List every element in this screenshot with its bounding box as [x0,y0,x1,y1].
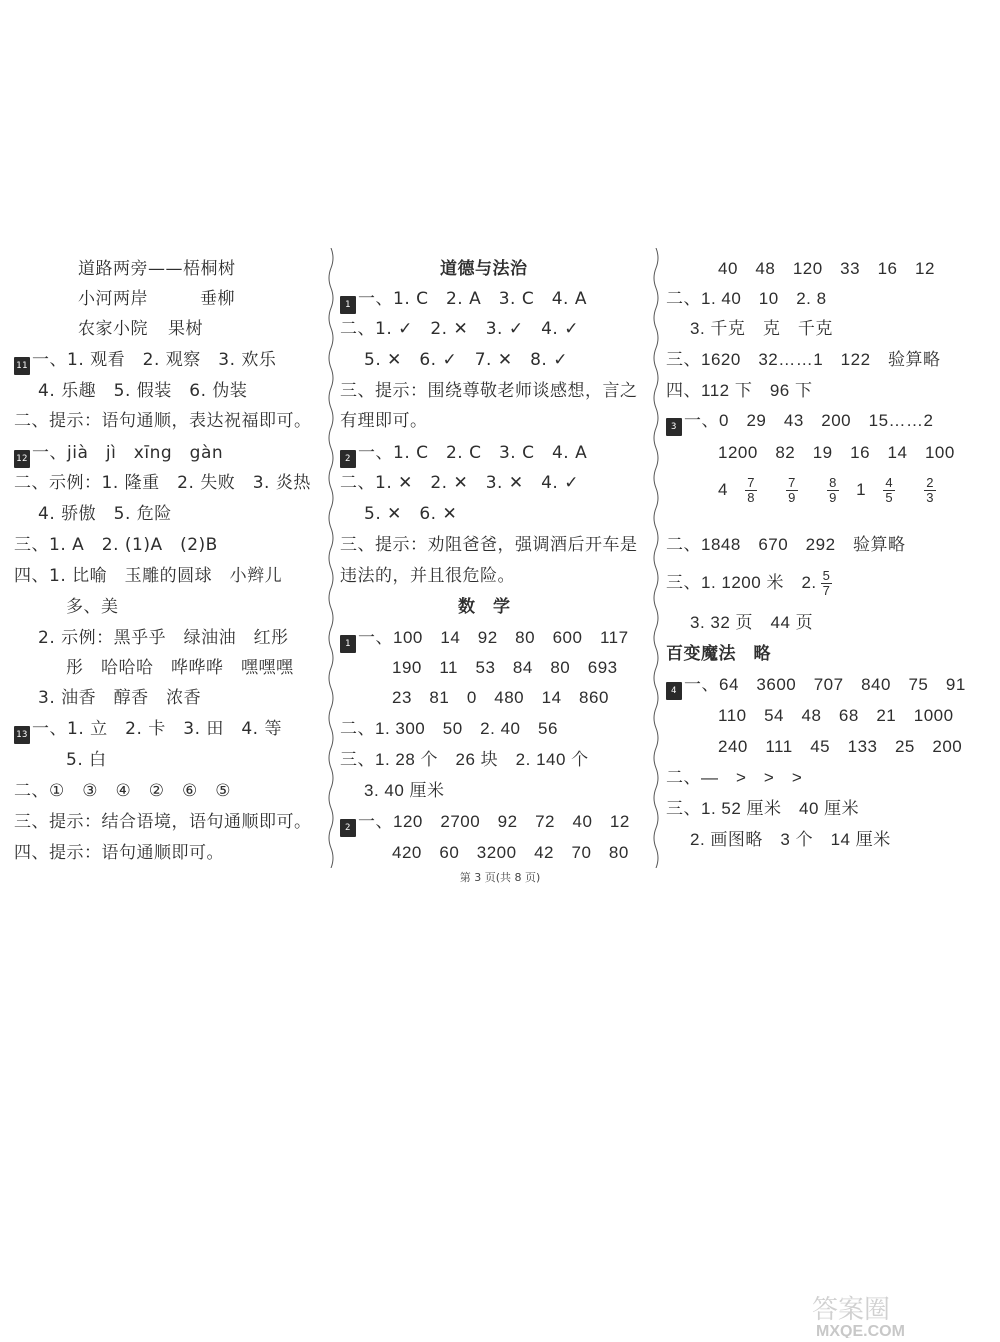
answer-line [78,318,203,340]
answer-line [392,687,609,709]
text: 三、1620 32……1 122 验算略 [666,350,941,369]
denominator: 5 [885,490,894,506]
text: 二、提示：语句通顺，表达祝福即可。 [14,411,312,431]
text: 二、① ③ ④ ② ⑥ ⑤ [14,781,231,801]
text: 一、1. C 2. C 3. C 4. A [358,443,588,463]
answer-line [66,749,107,771]
answer-line [340,718,558,740]
text: 一、1. 观看 2. 观察 3. 欢乐 [32,350,277,370]
text: 3. 千克 克 千克 [690,319,833,338]
column-divider [326,248,336,868]
answer-line [340,811,630,837]
text: 3. 40 厘米 [364,781,445,800]
answer-line [14,442,223,468]
text: 190 11 53 84 80 693 [392,658,618,677]
answer-line [14,349,276,375]
answer-line [718,736,962,758]
text: 110 54 48 68 21 1000 [718,706,954,725]
text: 5. ✕ 6. ✓ 7. ✕ 8. ✓ [364,350,568,370]
answer-line [392,657,618,679]
answer-line [666,798,859,820]
answer-line [666,349,941,371]
text: 420 60 3200 42 70 80 [392,843,629,862]
answer-line [340,565,515,587]
text: 二、— > > > [666,768,803,787]
text: 三、1. 1200 米 2. [666,573,817,592]
answer-line [666,767,802,789]
text: 三、1. A 2. (1)A (2)B [14,535,218,555]
answer-line [14,534,218,556]
text: 5. 白 [66,750,107,770]
answer-line [14,842,224,864]
answer-line [38,687,201,709]
lesson-number-badge: 4 [666,682,682,700]
column-morality-and-math [340,250,648,865]
lesson-number-badge: 1 [340,296,356,314]
text: 二、1. 40 10 2. 8 [666,289,827,308]
answer-line [78,258,236,280]
answer-line [14,780,231,802]
lesson-number-badge: 11 [14,357,30,375]
column-divider [651,248,661,868]
text: 3. 32 页 44 页 [690,613,814,632]
text: 4 [718,480,728,499]
answer-line [38,503,172,525]
fraction [883,476,895,505]
text: 4. 骄傲 5. 危险 [38,504,172,524]
text: 四、1. 比喻 玉雕的圆球 小辫儿 [14,566,283,586]
answer-line [690,829,891,851]
text: 二、1848 670 292 验算略 [666,535,906,554]
text: 3. 油香 醇香 浓香 [38,688,202,708]
text: 三、提示：结合语境，语句通顺即可。 [14,812,312,832]
answer-line [718,705,954,727]
page-number: 第 3 页(共 8 页) [459,871,541,884]
column-chinese [14,250,324,865]
text: 有理即可。 [340,411,428,431]
answer-line [718,442,955,464]
text: 二、1. 300 50 2. 40 56 [340,719,558,738]
text: 一、1. C 2. A 3. C 4. A [358,289,587,309]
text: 40 48 120 33 16 12 [718,259,935,278]
text: 一、jià jì xīng gàn [32,443,224,463]
section-heading: 数 学 [458,597,511,617]
answer-line [392,842,629,864]
lesson-number-badge: 2 [340,450,356,468]
answer-line [666,534,906,556]
answer-line [364,503,457,525]
answer-line [14,565,282,587]
text: 三、提示：劝阻爸爸，强调酒后开车是 [340,535,638,555]
lesson-number-badge: 1 [340,635,356,653]
text: 23 81 0 480 14 860 [392,688,609,707]
fraction-answer-line [718,472,948,508]
text: 2. 画图略 3 个 14 厘米 [690,830,891,849]
text: 一、0 29 43 200 15……2 [684,411,934,430]
text: 垂柳 [200,289,235,309]
lesson-number-badge: 12 [14,450,30,468]
answer-line [666,288,827,310]
text: 果树 [168,319,203,339]
text: 5. ✕ 6. ✕ [364,504,458,524]
text: 农家小院 [78,319,148,339]
answer-line [718,258,935,280]
column-math-continued [666,250,986,865]
text: 道路两旁—— [78,259,183,279]
numerator: 5 [822,568,831,584]
denominator: 9 [788,490,796,506]
text: 二、1. ✕ 2. ✕ 3. ✕ 4. ✓ [340,473,579,493]
answer-line [690,612,813,634]
answer-line [340,288,587,314]
lesson-number-badge: 13 [14,726,30,744]
fraction [827,476,839,505]
answer-line [78,288,235,310]
text: 彤 哈哈哈 哗哗哗 嘿嘿嘿 [66,658,294,678]
answer-line [14,811,312,833]
answer-line [38,380,247,402]
lesson-number-badge: 3 [666,418,682,436]
text: 一、64 3600 707 840 75 91 [684,675,966,694]
answer-line [690,318,833,340]
text: 二、1. ✓ 2. ✕ 3. ✓ 4. ✓ [340,319,579,339]
answer-line [14,410,312,432]
text: 1200 82 19 16 14 100 [718,443,955,462]
text: 2. 示例：黑乎乎 绿油油 红彤 [38,628,289,648]
answer-line [14,472,311,494]
section-heading [666,643,771,665]
answer-line [340,472,579,494]
text: 4. 乐趣 5. 假装 6. 伪装 [38,381,248,401]
answer-line [666,410,934,436]
answer-line [666,380,812,402]
text: 三、1. 52 厘米 40 厘米 [666,799,860,818]
watermark-logo [802,1290,982,1338]
answer-line [14,718,282,744]
answer-line [340,534,638,556]
denominator: 3 [926,490,935,506]
denominator: 7 [822,583,831,599]
text: 小河两岸 [78,289,148,309]
text: 三、提示：围绕尊敬老师谈感想，言之 [340,381,638,401]
watermark-title: 答案圈 [812,1295,891,1325]
text: 一、100 14 92 80 600 117 [358,628,629,647]
numerator: 4 [885,475,894,491]
text: 三、1. 28 个 26 块 2. 140 个 [340,750,589,769]
fraction [745,476,757,505]
answer-line [340,318,579,340]
numerator: 8 [829,475,837,491]
answer-line [38,627,289,649]
numerator: 7 [747,475,755,491]
answer-line [364,349,568,371]
text: 违法的，并且很危险。 [340,566,515,586]
text: 四、提示：语句通顺即可。 [14,843,224,863]
text: 1 [856,480,867,499]
watermark-url: MXQE.COM [816,1323,905,1338]
answer-line [666,565,844,601]
answer-line [340,627,629,653]
text: 四、112 下 96 下 [666,381,813,400]
section-heading: 道德与法治 [440,259,528,279]
lesson-number-badge: 2 [340,819,356,837]
text: 一、120 2700 92 72 40 12 [358,812,630,831]
answer-line [340,442,587,468]
numerator: 7 [788,475,796,491]
answer-line [66,657,294,679]
text: 多、美 [66,597,119,617]
answer-line [340,749,589,771]
answer-line [66,596,119,618]
answer-line [364,780,445,802]
text: 二、示例：1. 隆重 2. 失败 3. 炎热 [14,473,311,493]
text: 百变魔法 略 [666,644,771,664]
denominator: 9 [829,490,837,506]
answer-line [340,410,428,432]
fraction [821,569,833,598]
text: 梧桐树 [183,259,236,279]
numerator: 2 [926,475,935,491]
fraction [786,476,798,505]
text: 240 111 45 133 25 200 [718,737,963,756]
fraction [924,476,936,505]
answer-line [340,380,638,402]
denominator: 8 [747,490,755,506]
answer-line [666,674,966,700]
text: 一、1. 立 2. 卡 3. 田 4. 等 [32,719,282,739]
